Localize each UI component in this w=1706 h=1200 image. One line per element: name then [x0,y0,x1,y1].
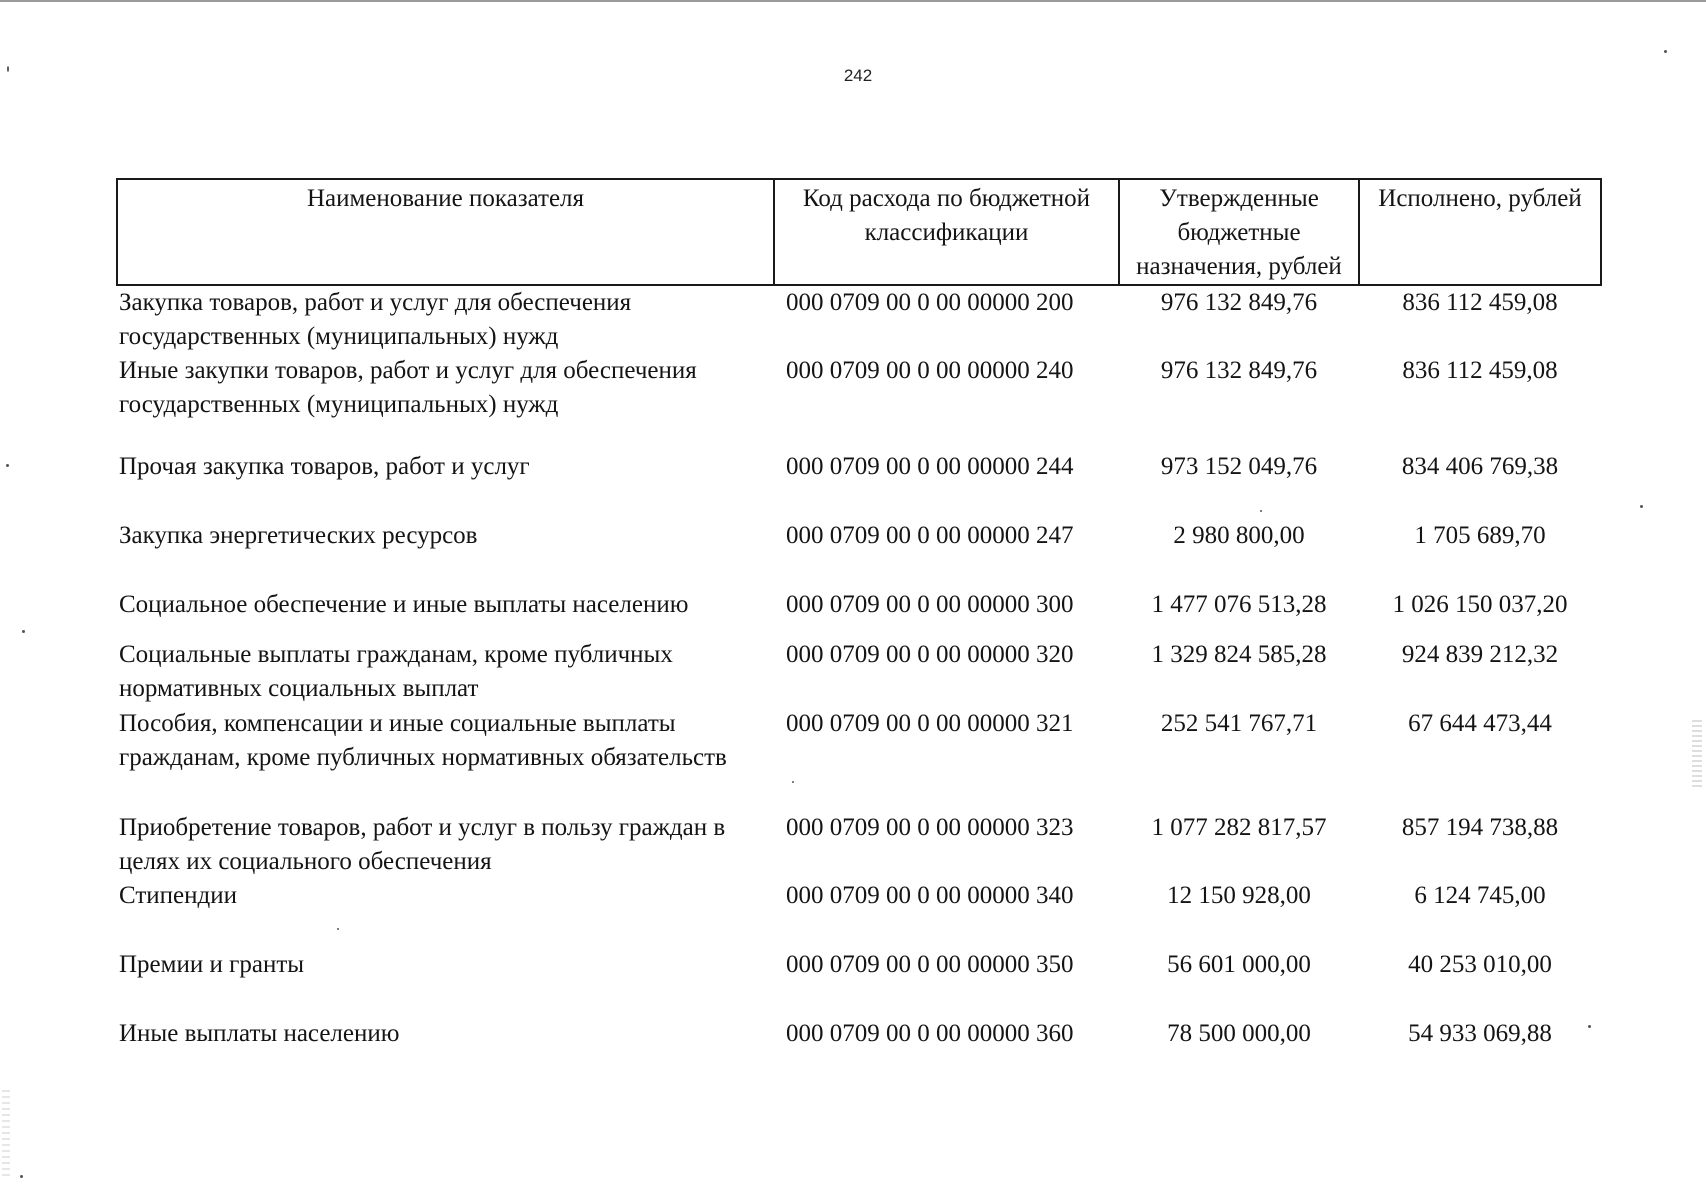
page-number: 242 [843,66,873,85]
header-indicator-name: Наименование показателя [117,179,774,285]
scan-speck [6,464,9,467]
scan-speck [337,928,339,930]
table-row [117,1017,1601,1057]
row-approved: 1 477 076 513,28 [1151,591,1327,618]
header-executed: Исполнено, рублей [1359,179,1601,285]
row-name: Стипендии [119,882,237,909]
row-executed: 1 026 150 037,20 [1392,591,1568,618]
table-row [117,707,1601,811]
scan-speck [1664,50,1667,53]
row-code: 000 0709 00 0 00 00000 247 [786,522,1074,549]
row-code: 000 0709 00 0 00 00000 340 [786,882,1074,909]
header-row [117,179,1601,285]
row-approved: 56 601 000,00 [1167,951,1311,978]
scan-speck [1640,505,1643,508]
scan-speck [7,66,9,72]
row-code: 000 0709 00 0 00 00000 200 [786,289,1074,316]
row-code: 000 0709 00 0 00 00000 321 [786,710,1074,737]
row-approved: 973 152 049,76 [1160,453,1318,480]
row-approved: 78 500 000,00 [1167,1020,1311,1047]
table-body [117,285,1601,1057]
row-name: Пособия, компенсации и иные социальные выплаты гражданам, кроме публичных нормативных обязательств [119,710,727,771]
row-executed: 40 253 010,00 [1408,951,1552,978]
row-approved: 1 329 824 585,28 [1151,641,1327,668]
scan-top-edge [0,0,1706,2]
table-row [117,450,1601,519]
scan-edge-noise-left [2,1090,10,1180]
table-row [117,354,1601,450]
row-name: Премии и гранты [119,951,305,978]
row-executed: 1 705 689,70 [1414,522,1546,549]
row-name: Приобретение товаров, работ и услуг в пользу граждан в целях их социального обеспечения [119,814,726,875]
budget-execution-table [116,178,1602,1057]
row-code: 000 0709 00 0 00 00000 320 [786,641,1074,668]
table-row [117,811,1601,879]
row-name: Иные закупки товаров, работ и услуг для обеспечения государственных (муниципальных) нужд [119,357,697,418]
row-executed: 54 933 069,88 [1408,1020,1552,1047]
row-code: 000 0709 00 0 00 00000 323 [786,814,1074,841]
row-approved: 976 132 849,76 [1160,357,1318,384]
row-code: 000 0709 00 0 00 00000 350 [786,951,1074,978]
header-expense-code: Код расхода по бюджетной классификации [774,179,1119,285]
scan-speck [22,630,25,633]
table-row [117,879,1601,948]
row-executed: 836 112 459,08 [1402,357,1558,384]
row-executed: 836 112 459,08 [1402,289,1558,316]
row-executed: 834 406 769,38 [1401,453,1559,480]
row-code: 000 0709 00 0 00 00000 300 [786,591,1074,618]
row-approved: 252 541 767,71 [1160,710,1318,737]
row-executed: 857 194 738,88 [1401,814,1559,841]
row-name: Социальные выплаты гражданам, кроме публичных нормативных социальных выплат [119,641,673,702]
row-approved: 976 132 849,76 [1160,289,1318,316]
row-name: Иные выплаты населению [119,1020,400,1047]
scan-speck [792,781,794,783]
table-row [117,588,1601,638]
row-name: Закупка энергетических ресурсов [119,522,478,549]
row-name: Закупка товаров, работ и услуг для обеспечения государственных (муниципальных) нужд [119,289,632,350]
header-approved-appropriations: Утвержденные бюджетные назначения, рублей [1119,179,1359,285]
table-row [117,638,1601,707]
row-code: 000 0709 00 0 00 00000 360 [786,1020,1074,1047]
scan-speck [1588,1025,1591,1028]
row-executed: 6 124 745,00 [1414,882,1546,909]
table-row [117,285,1601,354]
row-code: 000 0709 00 0 00 00000 244 [786,453,1074,480]
table-row [117,948,1601,1017]
row-name: Прочая закупка товаров, работ и услуг [119,453,530,480]
scan-speck [20,1175,23,1178]
scan-speck [1260,510,1262,512]
row-approved: 12 150 928,00 [1167,882,1311,909]
budget-table-container [116,178,1600,1057]
table-header [117,179,1601,285]
scan-edge-noise [1692,720,1702,790]
row-code: 000 0709 00 0 00 00000 240 [786,357,1074,384]
table-row [117,519,1601,588]
row-executed: 924 839 212,32 [1401,641,1559,668]
row-approved: 1 077 282 817,57 [1151,814,1327,841]
row-name: Социальное обеспечение и иные выплаты населению [119,591,689,618]
row-approved: 2 980 800,00 [1173,522,1305,549]
row-executed: 67 644 473,44 [1408,710,1552,737]
